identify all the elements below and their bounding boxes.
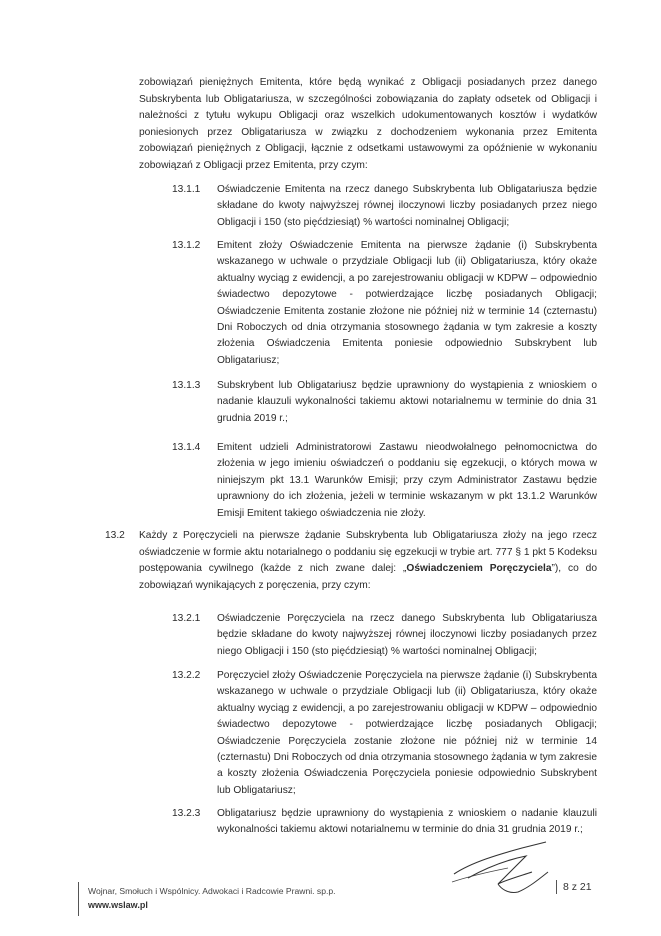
item-number: 13.2.2 [172, 670, 201, 681]
item-text: Emitent złoży Oświadczenie Emitenta na pierwsze żądanie (i) Subskrybenta wskazanego w uchwale o przydziale Obligacji lub (ii) Obligatariusza, który okaże aktualny wyciąg z ewidencji, a po zarejestrowaniu obligacji w KDPW – odpowiednio świadectwo depozytowe - potwierdzające liczbę posiadanych Obligacji; Oświadczenie Emitenta zostanie złożone nie później niż w terminie 14 (czternastu) Dni Roboczych od dnia otrzymania stosownego żądania w tym zakresie a koszty złożenia Oświadczenia Emitenta poniesie odpowiednio Subskrybent lub Obligatariusz; [217, 240, 597, 366]
list-item [172, 182, 597, 231]
intro-paragraph: zobowiązań pieniężnych Emitenta, które będą wynikać z Obligacji posiadanych przez danego Subskrybenta lub Obligatariusza, w szczególności zobowiązania do zapłaty odsetek od Obligacji i należności z tytułu wykupu Obligacji oraz wszelkich udokumentowanych kosztów i wydatków poniesionych przez Obligatariusza w związku z dochodzeniem wykonania przez Emitenta zobowiązań pieniężnych z Obligacji, łącznie z odsetkami ustawowymi za opóźnienie w wykonaniu zobowiązań z Obligacji przez Emitenta, przy czym: [139, 77, 597, 171]
item-text: Obligatariusz będzie uprawniony do wystąpienia z wnioskiem o nadanie klauzuli wykonalności takiemu aktowi notarialnemu w terminie do dnia 31 grudnia 2019 r.; [217, 808, 597, 836]
item-text: Subskrybent lub Obligatariusz będzie uprawniony do wystąpienia z wnioskiem o nadanie klauzuli wykonalności takiemu aktowi notarialnemu w terminie do dnia 31 grudnia 2019 r.; [217, 380, 597, 424]
defined-term: Oświadczeniem Poręczyciela [406, 563, 552, 574]
item-number: 13.1.1 [172, 184, 201, 195]
item-text: Oświadczenie Emitenta na rzecz danego Subskrybenta lub Obligatariusza będzie składane do kwoty najwyższej równej iloczynowi liczby posiadanych przez niego Obligacji i 150 (sto pięćdziesiąt) % wartości nominalnej Obligacji; [217, 184, 597, 228]
item-number: 13.2.3 [172, 808, 201, 819]
item-number: 13.1.3 [172, 380, 201, 391]
item-text: Poręczyciel złoży Oświadczenie Poręczyciela na pierwsze żądanie (i) Subskrybenta wskazanego w uchwale o przydziale Obligacji lub (ii) Obligatariusza, który okaże aktualny wyciąg z ewidencji, a po zarejestrowaniu obligacji w KDPW – odpowiednio świadectwo depozytowe - potwierdzające liczbę posiadanych Obligacji; Oświadczenie Poręczyciela zostanie złożone nie później niż w terminie 14 (czternastu) Dni Roboczych od dnia otrzymania stosownego żądania w tym zakresie a koszty złożenia Oświadczenia Poręczyciela poniesie odpowiednio Subskrybent lub Obligatariusz; [217, 670, 597, 796]
page-number-divider [556, 880, 557, 894]
page-number [556, 880, 592, 894]
section-13-2 [105, 528, 597, 594]
item-number: 13.1.4 [172, 442, 201, 453]
signature-image [448, 832, 552, 898]
item-number: 13.1.2 [172, 240, 201, 251]
list-item [172, 378, 597, 427]
footer-website-link[interactable]: www.wslaw.pl [88, 900, 148, 910]
list-item [172, 668, 597, 799]
list-item [172, 440, 597, 522]
item-text: Oświadczenie Poręczyciela na rzecz danego Subskrybenta lub Obligatariusza będzie składane do kwoty najwyższej równej iloczynowi liczby posiadanych przez niego Obligacji i 150 (sto pięćdziesiąt) % wartości nominalnej Obligacji; [217, 613, 597, 657]
section-text: Każdy z Poręczycieli na pierwsze żądanie Subskrybenta lub Obligatariusza złoży na jego rzecz oświadczenie w formie aktu notarialnego o poddaniu się egzekucji w trybie art. 777 § 1 pkt 5 Kodeksu postępowania cywilnego (każde z nich zwane dalej: „Oświadczeniem Poręczyciela”), co do zobowiązań wynikających z poręczenia, przy czym: [139, 530, 597, 591]
footer-firm-name: Wojnar, Smołuch i Wspólnicy. Adwokaci i Radcowie Prawni. sp.p. [88, 886, 336, 896]
page-number-text: 8 z 21 [563, 880, 592, 893]
item-text: Emitent udzieli Administratorowi Zastawu nieodwołalnego pełnomocnictwa do złożenia w jego imieniu oświadczeń o poddaniu się egzekucji, o których mowa w niniejszym pkt 13.1 Warunków Emisji; przy czym Administrator Zastawu będzie uprawniony do ich złożenia, jeżeli w terminie wskazanym w pkt 13.1.2 Warunków Emisji Emitent takiego oświadczenia nie złoży. [217, 442, 597, 519]
section-number: 13.2 [105, 530, 125, 541]
footer-divider [78, 882, 79, 916]
item-number: 13.2.1 [172, 613, 201, 624]
list-item [172, 238, 597, 369]
list-item [172, 611, 597, 660]
